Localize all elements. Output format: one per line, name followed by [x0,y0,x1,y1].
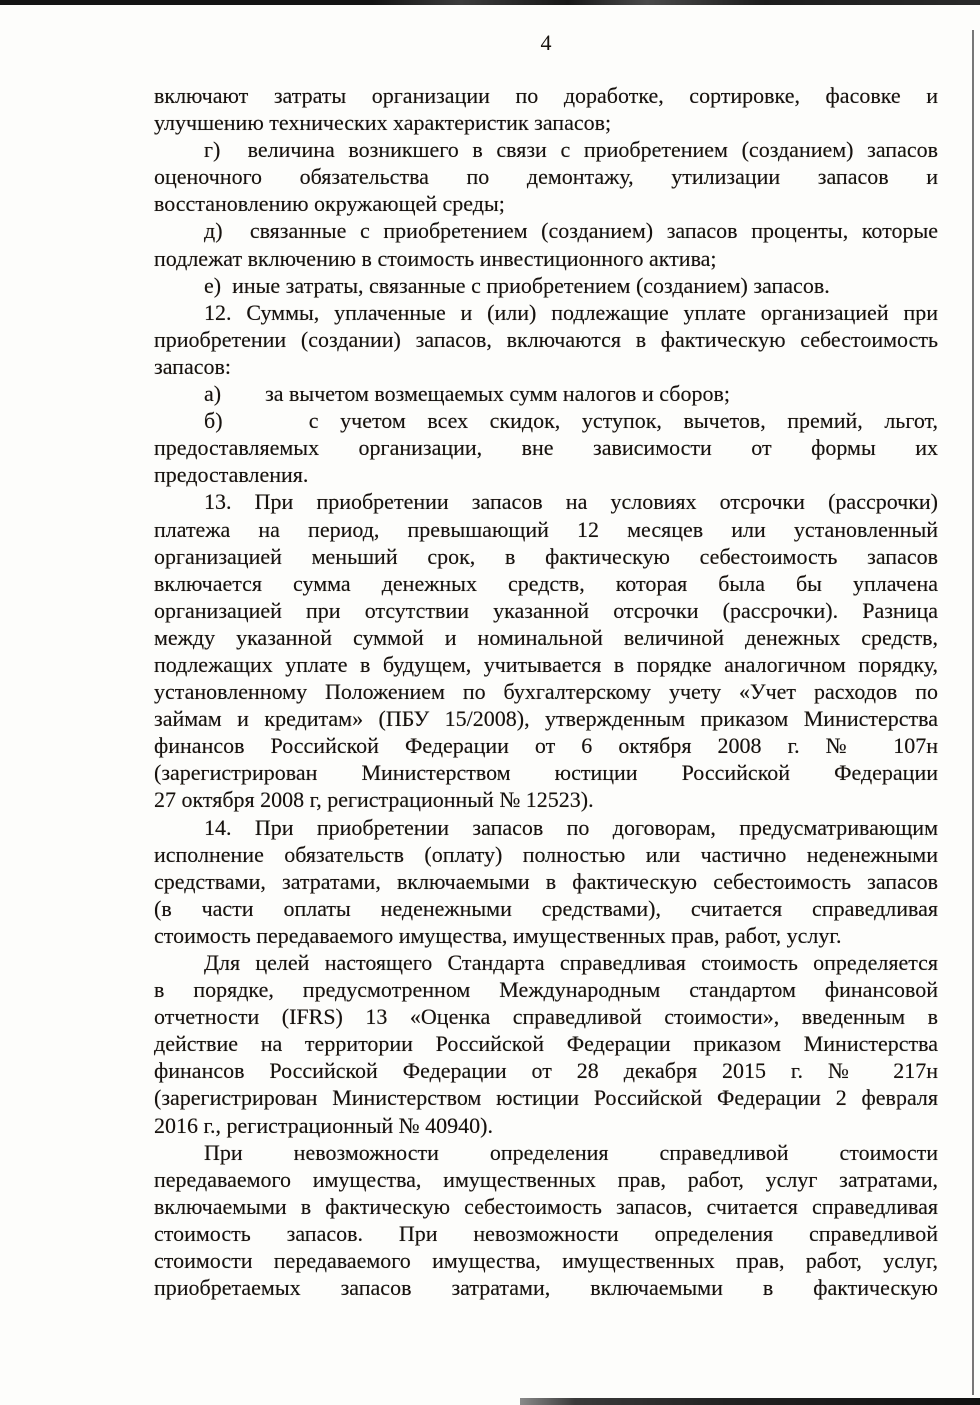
text-line: займам и кредитам» (ПБУ 15/2008), утвержденным приказом Министерства [154,706,938,732]
text-line: оценочного обязательства по демонтажу, утилизации запасов и [154,164,938,190]
text-line: финансов Российской Федерации от 6 октября 2008 г. № 107н [154,733,938,759]
paragraph [154,272,938,299]
text-line: (зарегистрирован Министерством юстиции Российской Федерации [154,760,938,786]
text-line: между указанной суммой и номинальной величиной денежных средств, [154,624,938,650]
paragraph [154,949,938,1139]
text-line: Для целей настоящего Стандарта справедливая стоимость определяется [204,950,938,975]
scan-edge-top-artifact [0,0,980,5]
text-line: улучшению технических характеристик запасов; [154,110,612,136]
text-line: действие на территории Российской Федерации приказом Министерства [154,1031,938,1057]
text-line: включаемыми в фактическую себестоимость запасов, считается справедливая [154,1193,938,1219]
text-line: установленному Положением по бухгалтерскому учету «Учет расходов по [154,679,938,705]
text-line: подлежат включению в стоимость инвестиционного актива; [154,245,717,271]
text-line: приобретаемых запасов затратами, включаемыми в фактическую [154,1275,938,1301]
paragraph [154,136,938,217]
text-line: предоставляемых организации, вне зависимости от формы их [154,435,938,461]
text-line: 12. Суммы, уплаченные и (или) подлежащие уплате организацией при [204,299,938,325]
text-line: е) иные затраты, связанные с приобретением (созданием) запасов. [204,272,830,298]
text-line: д) связанные с приобретением (созданием) запасов проценты, которые [204,218,938,244]
text-line: организацией меньший срок, в фактическую себестоимость запасов [154,543,938,569]
paragraph [154,814,938,949]
text-line: включается сумма денежных средств, которая была бы уплачена [154,570,938,596]
text-line: стоимость запасов. При невозможности определения справедливой [154,1220,938,1246]
text-line: финансов Российской Федерации от 28 декабря 2015 г. № 217н [154,1058,938,1084]
text-line: передаваемого имущества, имущественных прав, работ, услуг затратами, [154,1166,938,1192]
paragraph [154,380,938,407]
text-line: стоимость передаваемого имущества, имущественных прав, работ, услуг. [154,922,842,948]
text-line: 27 октября 2008 г, регистрационный № 12523). [154,787,594,813]
page-number: 4 [540,30,552,55]
text-line: подлежащих уплате в будущем, учитывается в порядке аналогичном порядку, [154,651,938,677]
text-line: 13. При приобретении запасов на условиях отсрочки (рассрочки) [204,489,938,515]
text-line: г) величина возникшего в связи с приобретением (созданием) запасов [204,137,938,163]
text-line: а) за вычетом возмещаемых сумм налогов и сборов; [204,381,730,407]
paragraph [154,82,938,136]
text-line: в порядке, предусмотренном Международным стандартом финансовой [154,977,938,1003]
paragraph [154,1139,938,1302]
text-line: (зарегистрирован Министерством юстиции Российской Федерации 2 февраля [154,1085,938,1111]
text-line: приобретении (создании) запасов, включаются в фактическую себестоимость [154,326,938,352]
scan-edge-bottom-artifact [520,1398,980,1405]
text-line: предоставления. [154,462,309,488]
text-line: (в части оплаты неденежными средствами), считается справедливая [154,895,938,921]
paragraph [154,217,938,271]
text-line: организацией при отсутствии указанной отсрочки (рассрочки). Разница [154,597,938,623]
text-line: платежа на период, превышающий 12 месяцев или установленный [154,516,938,542]
paragraph [154,407,938,488]
text-line: отчетности (IFRS) 13 «Оценка справедливой стоимости», введенным в [154,1004,938,1030]
scan-line-right-artifact [972,30,974,1395]
text-line: 14. При приобретении запасов по договорам, предусматривающим [204,814,938,840]
text-line: стоимости передаваемого имущества, имущественных прав, работ, услуг, [154,1248,938,1274]
text-line: исполнение обязательств (оплату) полностью или частично неденежными [154,841,938,867]
text-line: средствами, затратами, включаемыми в фактическую себестоимость запасов [154,868,938,894]
text-line: включают затраты организации по доработке, сортировке, фасовке и [154,83,938,108]
text-line: б) с учетом всех скидок, уступок, вычетов, премий, льгот, [204,408,938,434]
paragraph [154,299,938,380]
text-line: 2016 г., регистрационный № 40940). [154,1112,493,1138]
text-line: запасов: [154,353,231,379]
paragraph [154,488,938,813]
text-line: При невозможности определения справедливой стоимости [204,1139,938,1165]
document-text-block [154,82,938,1301]
text-line: восстановлению окружающей среды; [154,191,505,217]
